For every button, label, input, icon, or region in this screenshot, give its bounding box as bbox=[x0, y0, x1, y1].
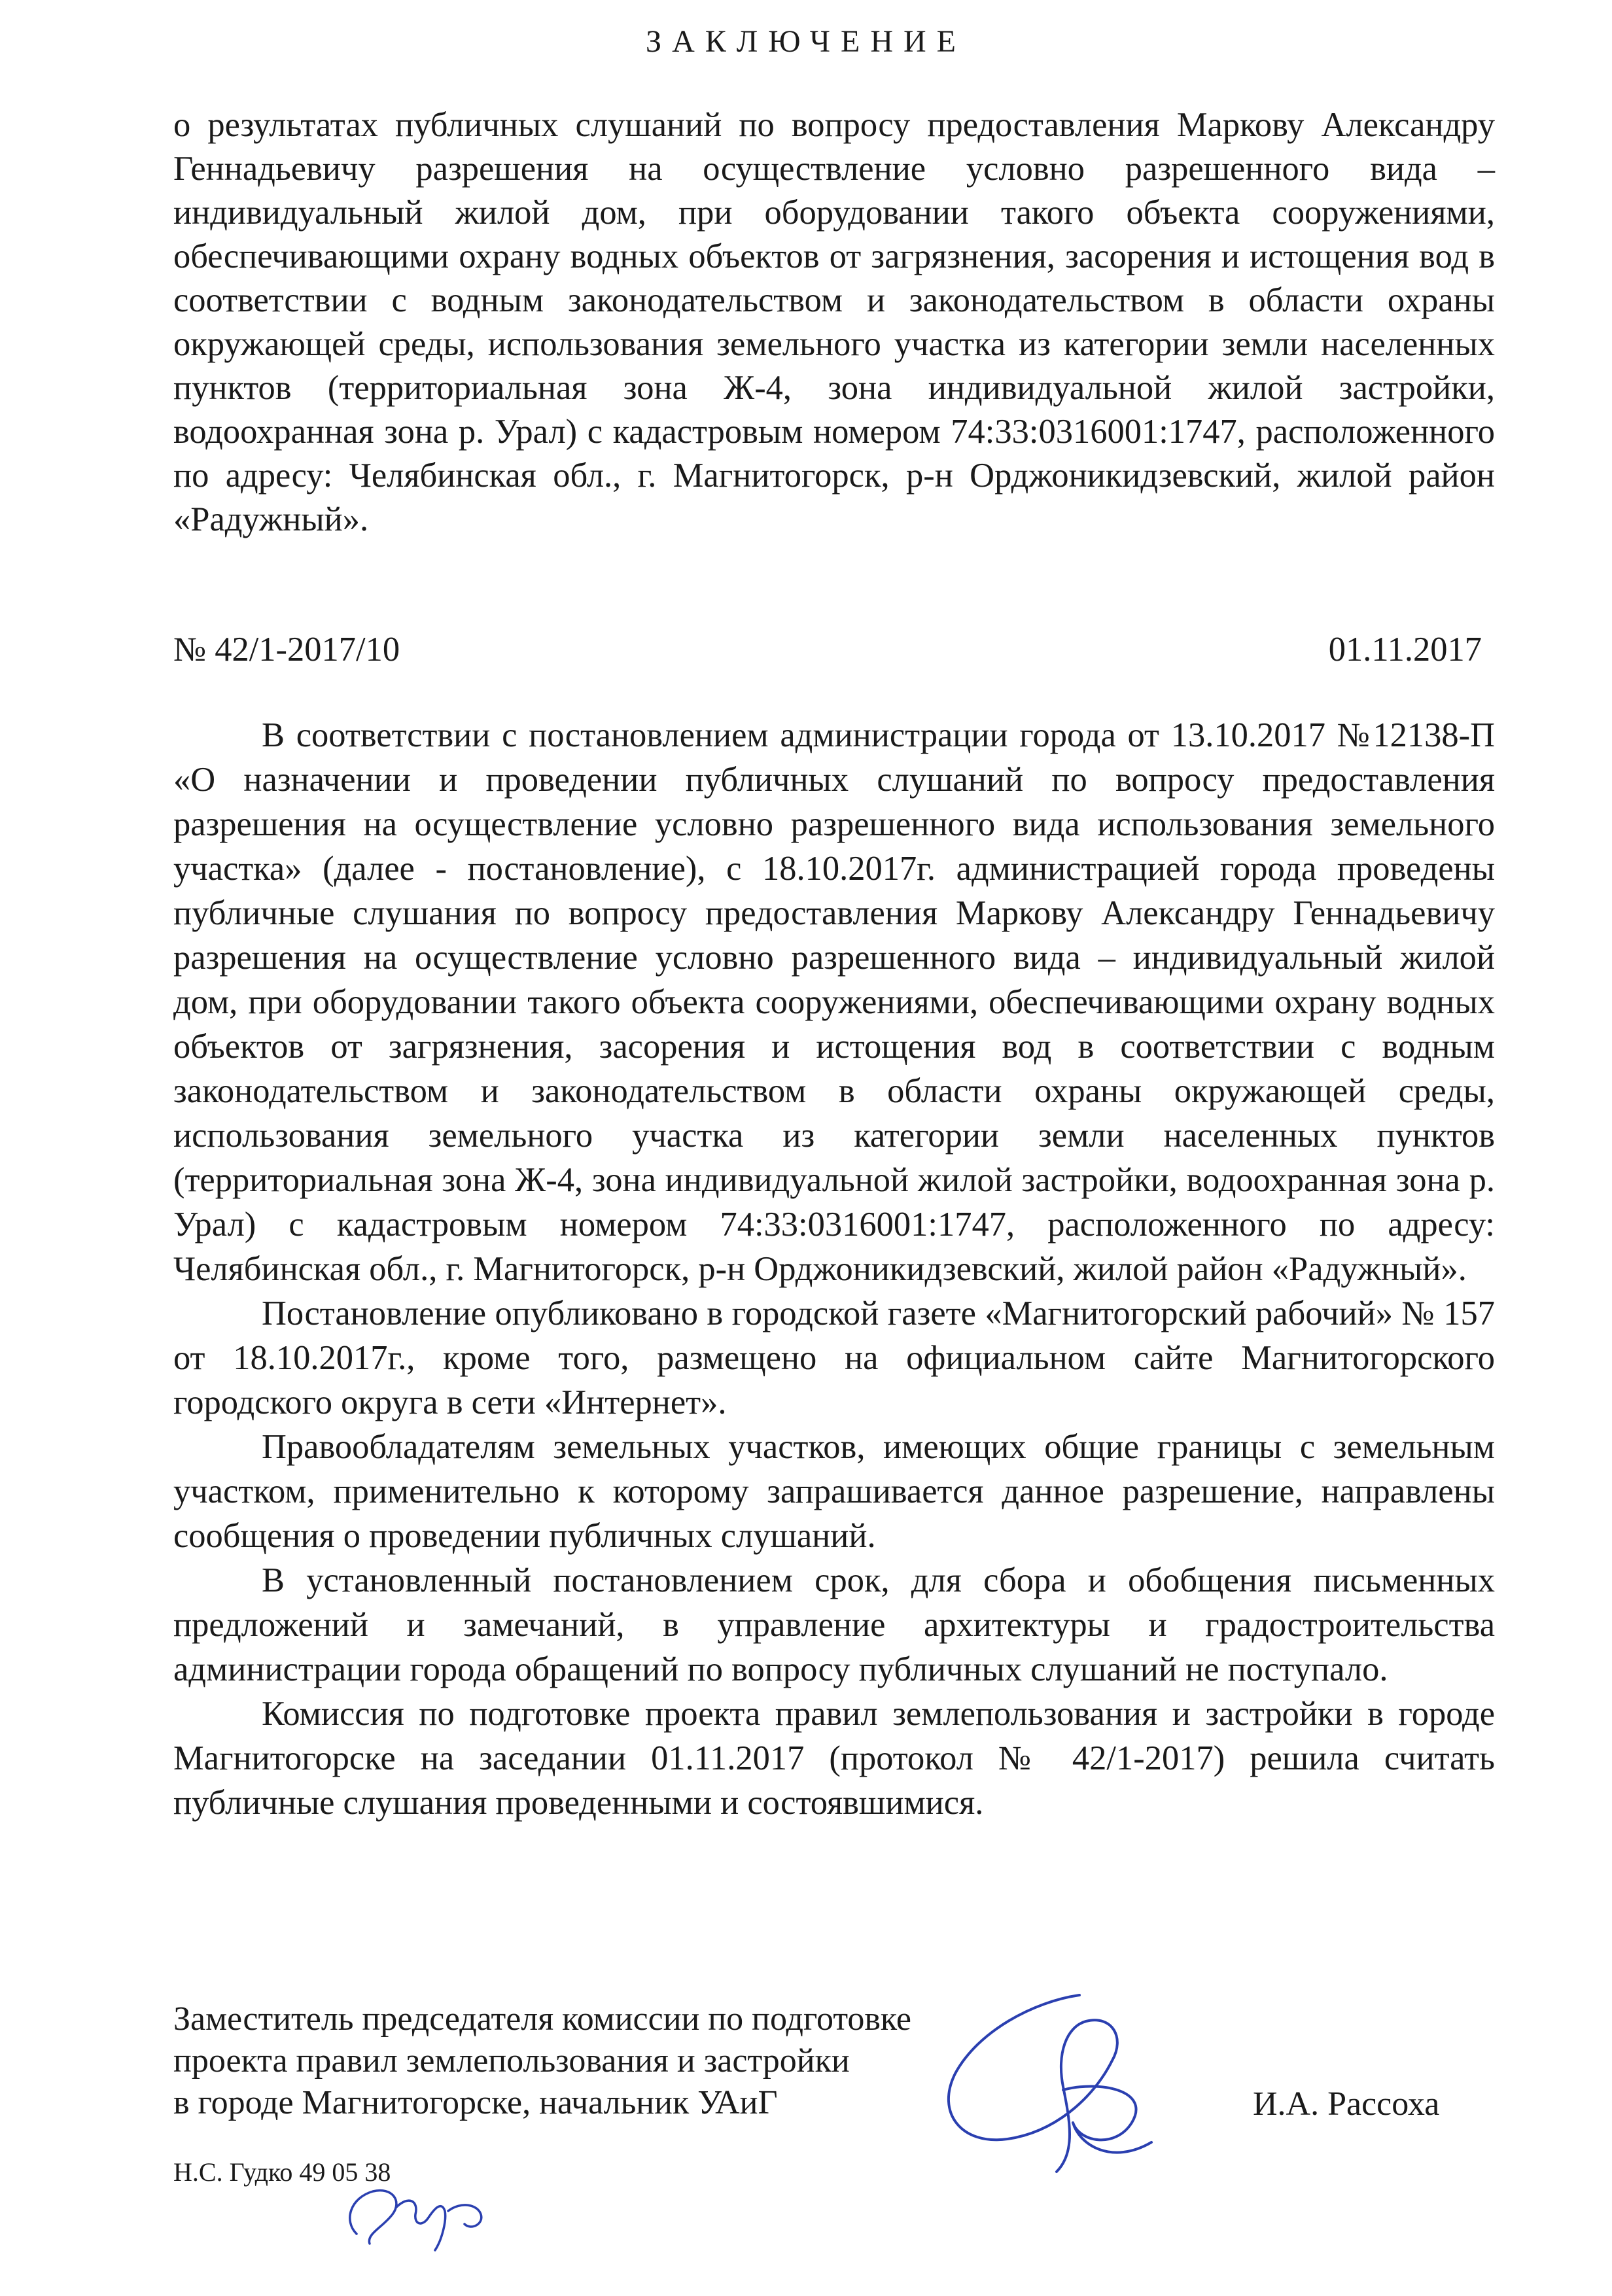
signer-position-line: Заместитель председателя комиссии по подготовке bbox=[173, 2000, 911, 2038]
document-date: 01.11.2017 bbox=[1328, 631, 1482, 669]
document-number: № 42/1-2017/10 bbox=[173, 631, 400, 669]
executor-contact: Н.С. Гудко 49 05 38 bbox=[173, 2157, 391, 2187]
body-paragraph: В установленный постановлением срок, для сбора и обобщения письменных предложений и замечаний, в управление архитектуры и градостроительства администрации города обращений по вопросу публичных слушаний не поступало. bbox=[173, 1561, 1495, 1688]
signer-position-line: в городе Магнитогорске, начальник УАиГ bbox=[173, 2084, 778, 2121]
body-paragraph: Комиссия по подготовке проекта правил землепользования и застройки в городе Магнитогорске на заседании 01.11.2017 (протокол № 42/1-2017) решила считать публичные слушания проведенными и состоявшимися. bbox=[173, 1695, 1495, 1822]
body-paragraph: В соответствии с постановлением администрации города от 13.10.2017 №12138-П «О назначении и проведении публичных слушаний по вопросу предоставления разрешения на осуществление условно разрешенного вида использования земельного участка» (далее - постановление), с 18.10.2017г. администрацией города проведены публичные слушания по вопросу предоставления Маркову Александру Геннадьевичу разрешения на осуществление условно разрешенного вида – индивидуальный жилой дом, при оборудовании такого объекта сооружениями, обеспечивающими охрану водных объектов от загрязнения, засорения и истощения вод в соответствии с водным законодательством и законодательством в области охраны окружающей среды, использования земельного участка из категории земли населенных пунктов (территориальная зона Ж-4, зона индивидуальной жилой застройки, водоохранная зона р. Урал) с кадастровым номером 74:33:0316001:1747, расположенного по адресу: Челябинская обл., г. Магнитогорск, р-н Орджоникидзевский, жилой район «Радужный». bbox=[173, 716, 1495, 1288]
document-meta-row bbox=[173, 628, 1482, 672]
document-title: ЗАКЛЮЧЕНИЕ bbox=[646, 24, 966, 59]
handwritten-signature bbox=[916, 1975, 1191, 2191]
document-body bbox=[173, 713, 1495, 1825]
executor-signature bbox=[330, 2162, 527, 2253]
body-paragraph: Постановление опубликовано в городской газете «Магнитогорский рабочий» № 157 от 18.10.2017г., кроме того, размещено на официальном сайте Магнитогорского городского округа в сети «Интернет». bbox=[173, 1295, 1495, 1421]
document-subject: о результатах публичных слушаний по вопросу предоставления Маркову Александру Геннадьевичу разрешения на осуществление условно разрешенного вида – индивидуальный жилой дом, при оборудовании такого объекта сооружениями, обеспечивающими охрану водных объектов от загрязнения, засорения и истощения вод в соответствии с водным законодательством и законодательством в области охраны окружающей среды, использования земельного участка из категории земли населенных пунктов (территориальная зона Ж-4, зона индивидуальной жилой застройки, водоохранная зона р. Урал) с кадастровым номером 74:33:0316001:1747, расположенного по адресу: Челябинская обл., г. Магнитогорск, р-н Орджоникидзевский, жилой район «Радужный». bbox=[173, 106, 1495, 538]
signer-position-line: проекта правил землепользования и застройки bbox=[173, 2042, 850, 2079]
body-paragraph: Правообладателям земельных участков, имеющих общие границы с земельным участком, применительно к которому запрашивается данное разрешение, направлены сообщения о проведении публичных слушаний. bbox=[173, 1428, 1495, 1555]
signer-position bbox=[173, 1998, 1024, 2124]
signer-name: И.А. Рассоха bbox=[1253, 2085, 1440, 2123]
